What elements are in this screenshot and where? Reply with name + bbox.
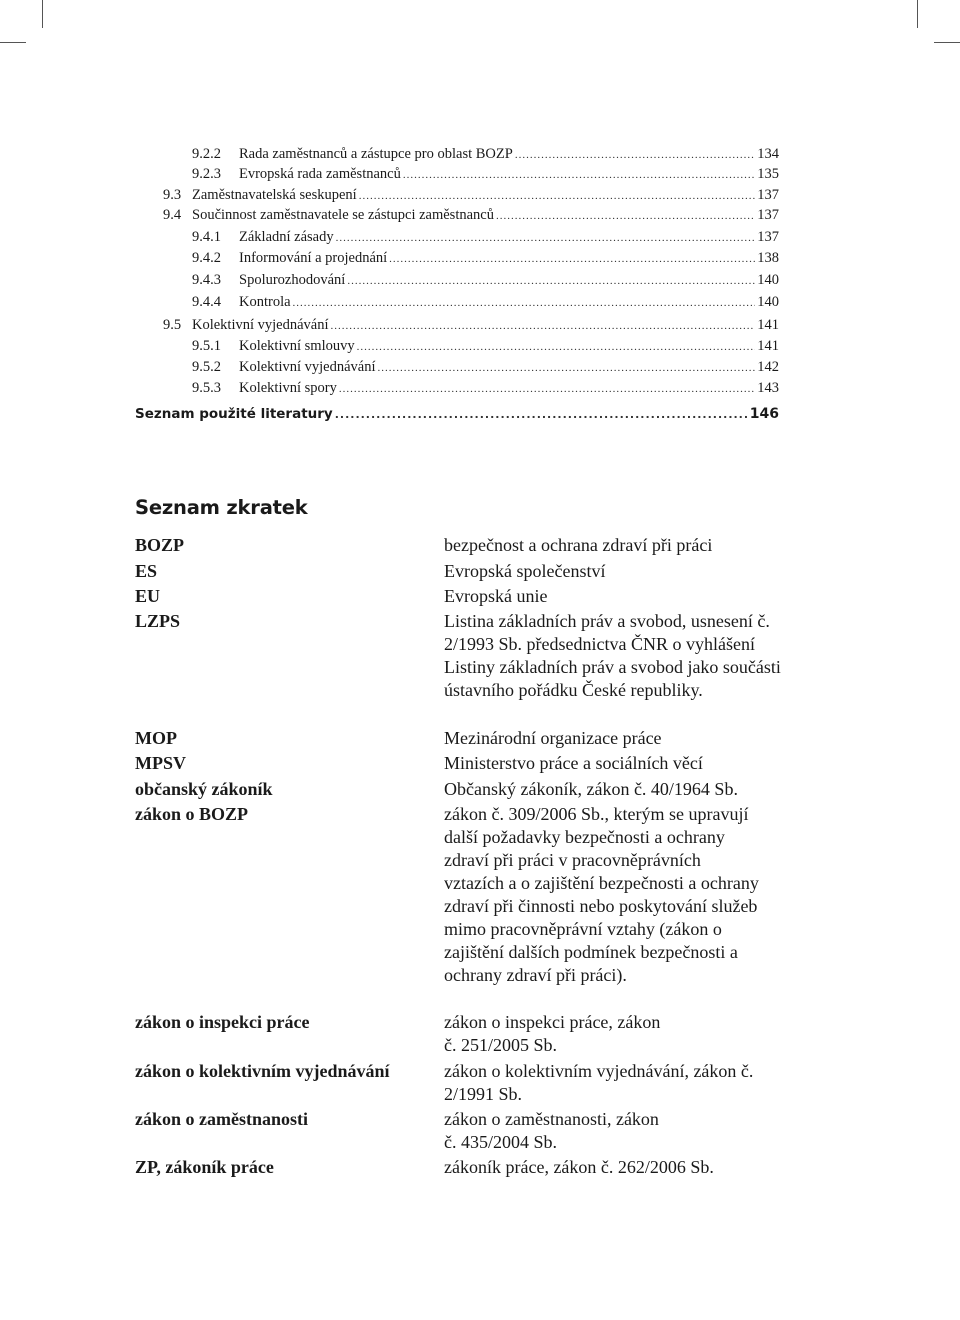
toc-leader [357, 337, 756, 357]
toc-leader [339, 379, 755, 399]
toc-title: Spolurozhodování [239, 272, 346, 288]
abbreviation-term: MOP [135, 728, 177, 748]
toc-number: 9.4 [163, 207, 182, 223]
abbreviation-definition: Občanský zákoník, zákon č. 40/1964 Sb. [444, 779, 738, 799]
toc-leader [293, 293, 756, 313]
toc-row[interactable] [163, 315, 779, 335]
toc-page: 137 [757, 229, 779, 245]
toc-leader [515, 145, 755, 165]
abbreviation-definition: Ministerstvo práce a sociálních věcí [444, 753, 703, 773]
abbreviation-definition: zákoník práce, zákon č. 262/2006 Sb. [444, 1157, 714, 1177]
toc-page: 143 [757, 380, 779, 396]
toc-row[interactable] [192, 144, 779, 164]
abbreviations-heading: Seznam zkratek [135, 496, 308, 519]
abbreviation-definition: zákon o zaměstnanosti, zákon č. 435/2004 Sb. [444, 1109, 659, 1152]
abbreviation-term: EU [135, 586, 161, 606]
abbreviation-term: zákon o kolektivním vyjednávání [135, 1061, 390, 1081]
toc-number: 9.4.2 [192, 250, 221, 266]
toc-page: 138 [757, 250, 779, 266]
toc-row[interactable] [163, 205, 779, 225]
toc-leader [335, 405, 748, 425]
toc-page: 140 [757, 294, 779, 310]
toc-number: 9.5.1 [192, 338, 221, 354]
abbreviation-definition: Evropská unie [444, 586, 548, 606]
crop-mark-left [0, 42, 26, 43]
toc-number: 9.4.1 [192, 229, 221, 245]
abbreviation-term: LZPS [135, 611, 181, 631]
abbreviation-term: BOZP [135, 535, 185, 555]
abbreviation-definition: Listina základních práv a svobod, usnesení č. 2/1993 Sb. předsednictva ČNR o vyhlášení Listiny základních práv a svobod jako součásti ústavního pořádku České republiky. [444, 611, 781, 700]
abbreviation-definition: bezpečnost a ochrana zdraví při práci [444, 535, 713, 555]
toc-leader [336, 228, 756, 248]
toc-title: Kolektivní smlouvy [239, 338, 355, 354]
abbreviation-definition: Evropská společenství [444, 561, 606, 581]
abbreviation-term: zákon o zaměstnanosti [135, 1109, 309, 1129]
toc-number: 9.5.3 [192, 380, 221, 396]
toc-page: 137 [757, 187, 779, 203]
toc-title: Rada zaměstnanců a zástupce pro oblast BOZP [239, 146, 513, 162]
toc-row[interactable] [192, 270, 779, 290]
toc-page: 134 [757, 146, 779, 162]
toc-row[interactable] [192, 336, 779, 356]
toc-page: 137 [757, 207, 779, 223]
toc-number: 9.5 [163, 317, 182, 333]
toc-leader [331, 316, 756, 336]
toc-title: Seznam použité literatury [135, 406, 333, 422]
toc-leader [378, 358, 756, 378]
toc-row[interactable] [192, 248, 779, 268]
toc-page: 140 [757, 272, 779, 288]
toc-title: Kolektivní vyjednávání [192, 317, 329, 333]
toc-title: Kontrola [239, 294, 291, 310]
toc-title: Evropská rada zaměstnanců [239, 166, 401, 182]
toc-leader [389, 249, 755, 269]
toc-title: Základní zásady [239, 229, 334, 245]
toc-title: Kolektivní spory [239, 380, 337, 396]
toc-number: 9.4.4 [192, 294, 221, 310]
toc-row[interactable] [192, 378, 779, 398]
abbreviation-term: ZP, zákoník práce [135, 1157, 274, 1177]
toc-leader [496, 206, 755, 226]
abbreviation-term: občanský zákoník [135, 779, 273, 799]
toc-title: Kolektivní vyjednávání [239, 359, 376, 375]
toc-title: Zaměstnavatelská seskupení [192, 187, 357, 203]
toc-number: 9.3 [163, 187, 182, 203]
abbreviation-definition: zákon o inspekci práce, zákon č. 251/2005 Sb. [444, 1012, 661, 1055]
toc-page: 142 [757, 359, 779, 375]
toc-number: 9.5.2 [192, 359, 221, 375]
crop-mark-right [934, 42, 960, 43]
crop-mark-top-right [917, 0, 918, 28]
toc-leader [347, 271, 755, 291]
abbreviation-definition: zákon o kolektivním vyjednávání, zákon č. 2/1991 Sb. [444, 1061, 754, 1104]
abbreviation-term: MPSV [135, 753, 186, 773]
crop-mark-top-left [42, 0, 43, 28]
toc-number: 9.2.3 [192, 166, 221, 182]
toc-row[interactable] [192, 357, 779, 377]
toc-page: 135 [757, 166, 779, 182]
toc-number: 9.4.3 [192, 272, 221, 288]
toc-title: Součinnost zaměstnavatele se zástupci zaměstnanců [192, 207, 494, 223]
toc-row[interactable] [192, 292, 779, 312]
abbreviation-term: ES [135, 561, 158, 581]
abbreviation-definition: zákon č. 309/2006 Sb., kterým se upravují další požadavky bezpečnosti a ochrany zdraví při práci v pracovněprávních vztazích a o zajištění bezpečnosti a ochrany zdraví při činnosti nebo poskytování služeb mimo pracovněprávní vztahy (zákon o zajištění dalších podmínek bezpečnosti a ochrany zdraví při práci). [444, 804, 759, 985]
toc-page: 146 [749, 406, 779, 422]
toc-number: 9.2.2 [192, 146, 221, 162]
toc-row[interactable] [192, 164, 779, 184]
toc-title: Informování a projednání [239, 250, 388, 266]
abbreviation-term: zákon o BOZP [135, 804, 249, 824]
toc-row[interactable] [163, 185, 779, 205]
toc-page: 141 [757, 338, 779, 354]
abbreviation-term: zákon o inspekci práce [135, 1012, 310, 1032]
toc-leader [403, 165, 755, 185]
toc-row-bibliography[interactable] [135, 404, 779, 424]
toc-row[interactable] [192, 227, 779, 247]
abbreviation-definition: Mezinárodní organizace práce [444, 728, 662, 748]
toc-page: 141 [757, 317, 779, 333]
toc-leader [359, 186, 756, 206]
